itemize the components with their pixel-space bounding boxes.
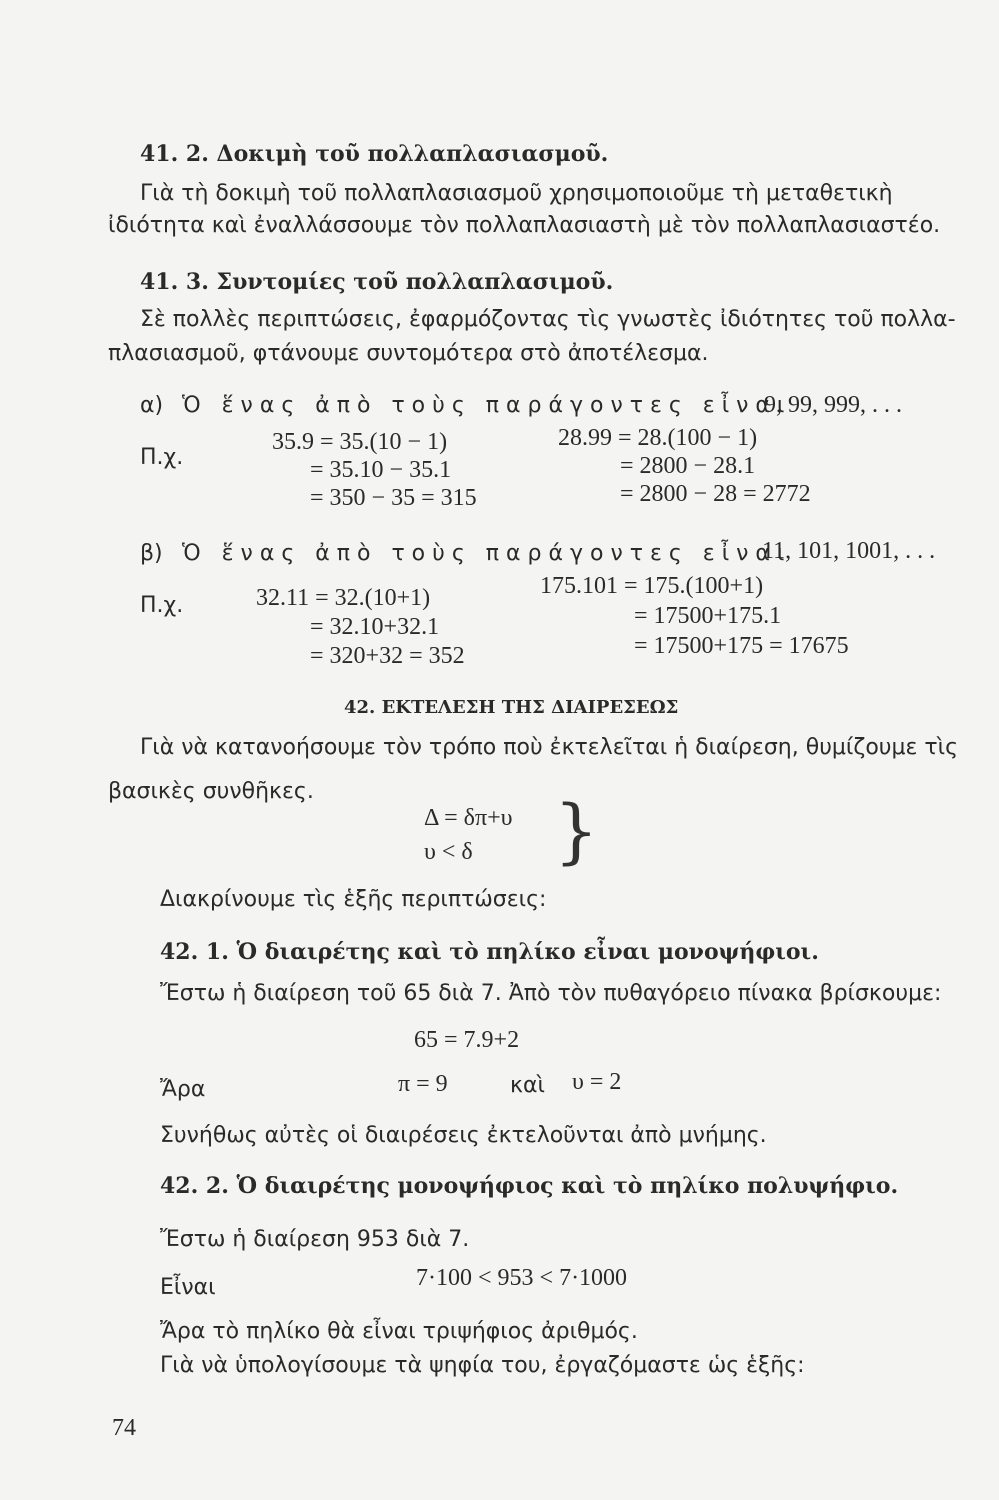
example-b-left-line-2: = 32.10+32.1 [310,614,440,640]
paragraph-line: Διακρίνουμε τὶς ἑξῆς περιπτώσεις: [160,887,547,912]
example-a-right-line-2: = 2800 − 28.1 [620,453,756,479]
example-a-left-line-2: = 35.10 − 35.1 [310,457,452,483]
right-brace-icon: } [554,790,599,872]
paragraph-line: Γιὰ νὰ κατανοήσουμε τὸν τρόπο ποὺ ἐκτελεῖται ἡ διαίρεση, θυμίζουμε τὶς [140,735,959,760]
case-b-text: Ὁ ἕνας ἀπὸ τοὺς παράγοντες εἶναι [182,541,792,566]
section-42-2-heading: 42. 2. Ὁ διαιρέτης μονοψήφιος καὶ τὸ πηλίκο πολυψήφιο. [160,1173,899,1199]
example-b-left-line-1: 32.11 = 32.(10+1) [256,585,431,611]
case-a-values: 9, 99, 999, . . . [764,392,902,418]
section-41-3-heading: 41. 3. Συντομίες τοῦ πολλαπλασιμοῦ. [140,269,614,295]
condition-2: υ < δ [424,839,473,865]
example-label: Π.χ. [140,593,184,618]
paragraph-line: Ἔστω ἡ διαίρεση 953 διὰ 7. [160,1227,470,1252]
quotient-value: π = 9 [398,1071,448,1097]
remainder-value: υ = 2 [572,1069,622,1095]
example-b-right-line-2: = 17500+175.1 [634,603,782,629]
example-a-left-line-3: = 350 − 35 = 315 [310,485,477,511]
paragraph-line: Ἔστω ἡ διαίρεση τοῦ 65 διὰ 7. Ἀπὸ τὸν πυθαγόρειο πίνακα βρίσκουμε: [160,981,942,1006]
case-a-text: Ὁ ἕνας ἀπὸ τοὺς παράγοντες εἶναι [182,393,792,418]
example-a-right-line-1: 28.99 = 28.(100 − 1) [558,425,758,451]
kai-word: καὶ [510,1073,545,1098]
paragraph-line: Γιὰ νὰ ὑπολογίσουμε τὰ ψηφία του, ἐργαζόμαστε ὡς ἑξῆς: [160,1353,805,1378]
einai-label: Εἶναι [160,1275,216,1300]
example-label: Π.χ. [140,445,184,470]
equation: 65 = 7.9+2 [414,1027,520,1053]
case-a-label: α) [140,393,164,418]
section-41-2-heading: 41. 2. Δοκιμὴ τοῦ πολλαπλασιασμοῦ. [140,141,609,167]
example-a-right-line-3: = 2800 − 28 = 2772 [620,481,811,507]
example-a-left-line-1: 35.9 = 35.(10 − 1) [272,429,448,455]
example-b-right-line-1: 175.101 = 175.(100+1) [540,573,764,599]
paragraph-line: Σὲ πολλὲς περιπτώσεις, ἐφαρμόζοντας τὶς γνωστὲς ἰδιότητες τοῦ πολλα- [140,307,956,332]
case-b-values: 11, 101, 1001, . . . [762,538,936,564]
section-42-1-heading: 42. 1. Ὁ διαιρέτης καὶ τὸ πηλίκο εἶναι μονοψήφιοι. [160,939,819,965]
example-b-right-line-3: = 17500+175 = 17675 [634,633,849,659]
paragraph-line: ἰδιότητα καὶ ἐναλλάσσουμε τὸν πολλαπλασιαστὴ μὲ τὸν πολλαπλασιαστέο. [108,213,941,238]
paragraph-line: Γιὰ τὴ δοκιμὴ τοῦ πολλαπλασιασμοῦ χρησιμοποιοῦμε τὴ μεταθετικὴ [140,181,893,206]
condition-1: Δ = δπ+υ [424,805,513,831]
paragraph-line: βασικὲς συνθῆκες. [108,779,314,804]
case-b-label: β) [140,541,163,566]
section-42-heading: 42. ΕΚΤΕΛΕΣΗ ΤΗΣ ΔΙΑΙΡΕΣΕΩΣ [344,697,679,718]
paragraph-line: Συνήθως αὐτὲς οἱ διαιρέσεις ἐκτελοῦνται ἀπὸ μνήμης. [160,1123,767,1148]
ara-label: Ἄρα [160,1077,206,1102]
paragraph-line: Ἄρα τὸ πηλίκο θὰ εἶναι τριψήφιος ἀριθμός. [160,1319,638,1344]
page-number: 74 [112,1415,136,1441]
inequality: 7·100 < 953 < 7·1000 [416,1265,628,1291]
paragraph-line: πλασιασμοῦ, φτάνουμε συντομότερα στὸ ἀποτέλεσμα. [108,341,709,366]
example-b-left-line-3: = 320+32 = 352 [310,643,465,669]
